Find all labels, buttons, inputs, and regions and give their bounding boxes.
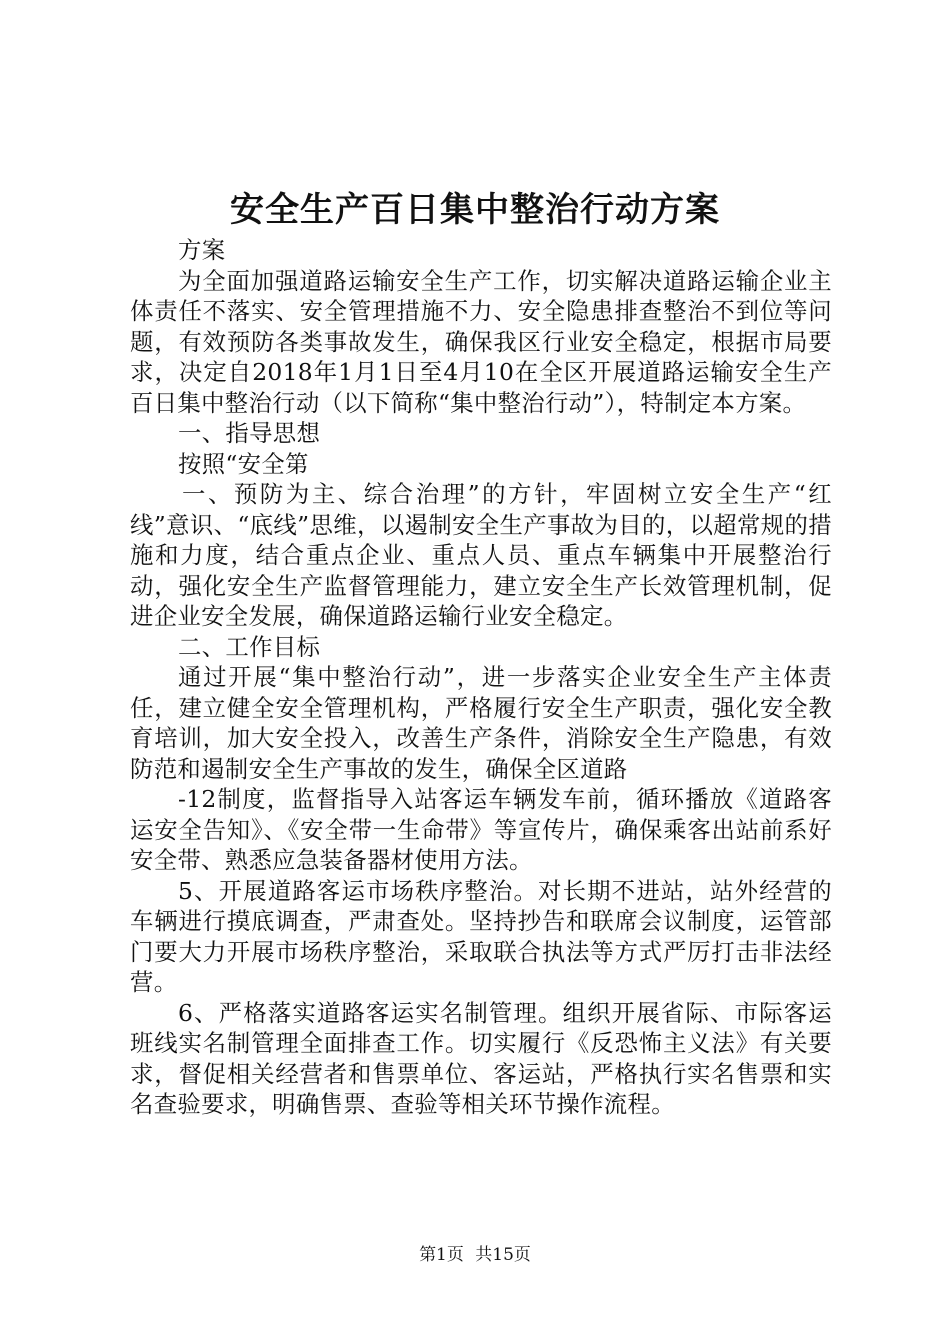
paragraph-system-12: -12制度，监督指导入站客运车辆发车前，循环播放《道路客运安全告知》、《安全带一生命带》等宣传片，确保乘客出站前系好安全带、熟悉应急装备器材使用方法。 bbox=[130, 785, 832, 874]
document-title: 安全生产百日集中整治行动方案 bbox=[230, 190, 720, 230]
paragraph-guiding-ideology: 一、预防为主、综合治理”的方针，牢固树立安全生产“红线”意识、“底线”思维，以遏制安全生产事故为目的，以超常规的措施和力度，结合重点企业、重点人员、重点车辆集中开展整治行动，强化安全生产监督管理能力，建立安全生产长效管理机制，促进企业安全发展，确保道路运输行业安全稳定。 bbox=[130, 480, 832, 630]
page-total: 共15页 bbox=[475, 1245, 531, 1265]
section-heading-work-goals: 二、工作目标 bbox=[178, 632, 321, 661]
document-body bbox=[130, 235, 832, 1120]
paragraph-item-6: 6、严格落实道路客运实名制管理。组织开展省际、市际客运班线实名制管理全面排查工作。切实履行《反恐怖主义法》有关要求，督促相关经营者和售票单位、客运站，严格执行实名售票和实名查验要求，明确售票、查验等相关环节操作流程。 bbox=[130, 998, 832, 1118]
paragraph-intro: 为全面加强道路运输安全生产工作，切实解决道路运输企业主体责任不落实、安全管理措施不力、安全隐患排查整治不到位等问题，有效预防各类事故发生，确保我区行业安全稳定，根据市局要求，决定自2018年1月1日至4月10在全区开展道路运输安全生产百日集中整治行动（以下简称“集中整治行动”），特制定本方案。 bbox=[130, 266, 832, 417]
paragraph-work-goals: 通过开展“集中整治行动”，进一步落实企业安全生产主体责任，建立健全安全管理机构，严格履行安全生产职责，强化安全教育培训，加大安全投入，改善生产条件，消除安全生产隐患，有效防范和遏制安全生产事故的发生，确保全区道路 bbox=[130, 663, 832, 783]
paragraph-fragment: 按照“安全第 bbox=[178, 449, 309, 478]
page-number: 第1页 bbox=[419, 1245, 464, 1265]
paragraph-item-5: 5、开展道路客运市场秩序整治。对长期不进站，站外经营的车辆进行摸底调查，严肃查处。坚持抄告和联席会议制度，运管部门要大力开展市场秩序整治，采取联合执法等方式严厉打击非法经营。 bbox=[130, 876, 832, 996]
section-heading-guiding-ideology: 一、指导思想 bbox=[178, 419, 321, 447]
paragraph-label: 方案 bbox=[178, 236, 226, 264]
page-footer bbox=[0, 1243, 950, 1267]
